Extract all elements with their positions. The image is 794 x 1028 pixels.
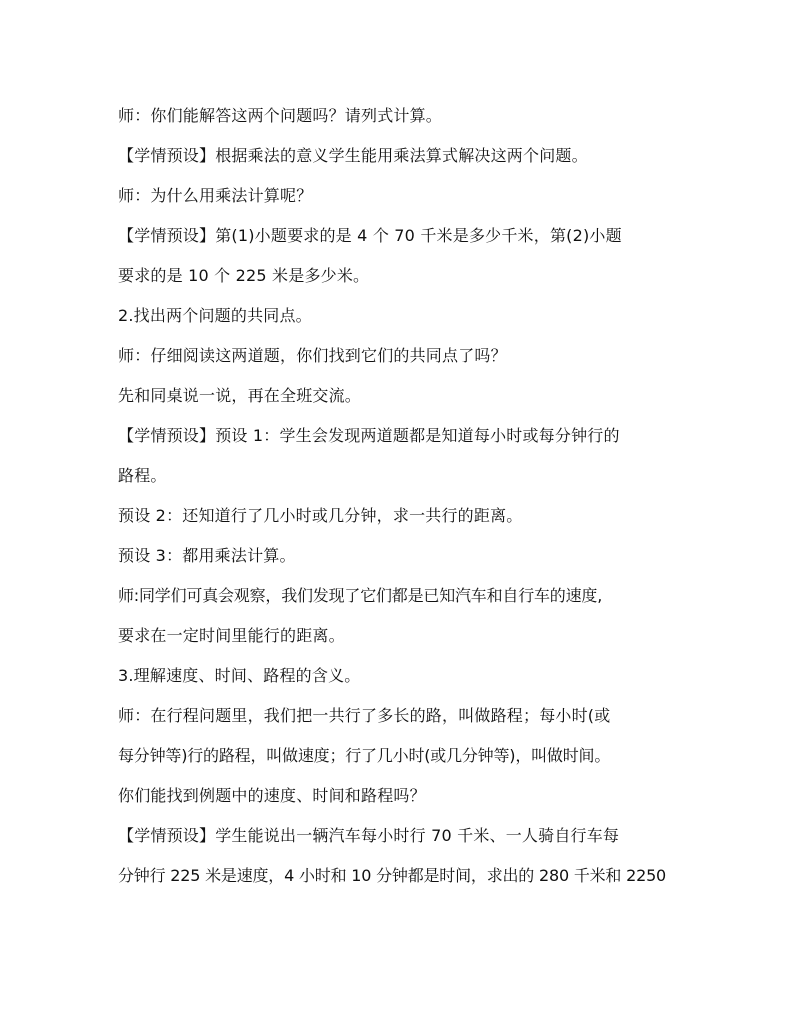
- text-line: 要求的是 10 个 225 米是多少米。: [118, 266, 370, 285]
- text-line: 2.找出两个问题的共同点。: [118, 306, 312, 325]
- text-line: 预设 3：都用乘法计算。: [118, 546, 296, 565]
- text-line: 你们能找到例题中的速度、时间和路程吗？: [118, 786, 426, 805]
- text-line: 每分钟等)行的路程，叫做速度；行了几小时(或几分钟等)，叫做时间。: [118, 746, 611, 765]
- text-line: 师：仔细阅读这两道题，你们找到它们的共同点了吗？: [118, 346, 507, 365]
- text-line: 师：为什么用乘法计算呢？: [118, 186, 313, 205]
- text-line: 【学情预设】第(1)小题要求的是 4 个 70 千米是多少千米，第(2)小题: [118, 226, 622, 245]
- text-line: 师：在行程问题里，我们把一共行了多长的路，叫做路程；每小时(或: [118, 706, 611, 725]
- text-line: 分钟行 225 米是速度，4 小时和 10 分钟都是时间，求出的 280 千米和 2250: [118, 866, 667, 885]
- text-line: 路程。: [118, 466, 167, 485]
- text-line: 3.理解速度、时间、路程的含义。: [118, 666, 361, 685]
- text-line: 先和同桌说一说，再在全班交流。: [118, 386, 362, 405]
- text-line: 要求在一定时间里能行的距离。: [118, 626, 345, 645]
- text-line: 【学情预设】学生能说出一辆汽车每小时行 70 千米、一人骑自行车每: [118, 826, 620, 845]
- text-line: 师：你们能解答这两个问题吗？请列式计算。: [118, 106, 443, 125]
- text-line: 预设 2：还知道行了几小时或几分钟，求一共行的距离。: [118, 506, 523, 525]
- text-line: 师:同学们可真会观察，我们发现了它们都是已知汽车和自行车的速度,: [118, 586, 603, 605]
- text-line: 【学情预设】预设 1：学生会发现两道题都是知道每小时或每分钟行的: [118, 426, 620, 445]
- text-line: 【学情预设】根据乘法的意义学生能用乘法算式解决这两个问题。: [118, 146, 588, 165]
